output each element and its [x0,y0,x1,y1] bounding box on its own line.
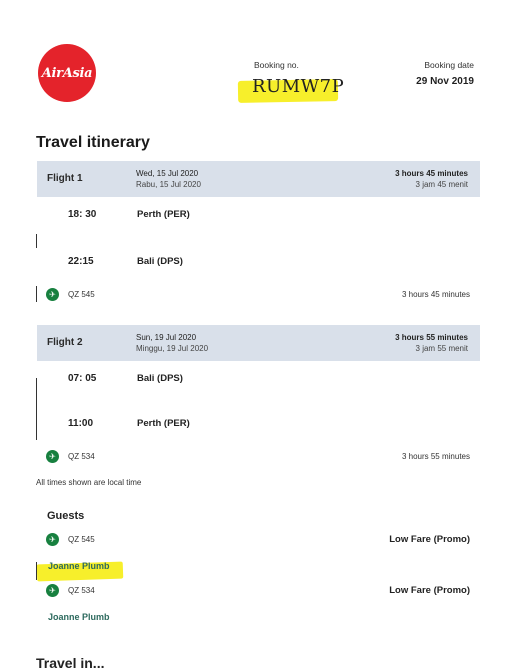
flight-number: QZ 534 [68,586,95,595]
timeline-line [36,286,37,302]
booking-no-label: Booking no. [254,60,299,70]
flight-date-local: Rabu, 15 Jul 2020 [136,180,201,189]
guest-name: Joanne Plumb [48,561,110,571]
arrive-time: 11:00 [68,418,94,429]
depart-place: Bali (DPS) [137,373,183,384]
next-section-title: Travel in... [36,655,105,671]
flight-duration-local: 3 jam 55 menit [415,344,468,353]
flight-number: QZ 534 [68,452,95,461]
arrive-place: Bali (DPS) [137,256,183,267]
booking-no-value: RUMW7P [252,76,345,97]
flight-date-local: Minggu, 19 Jul 2020 [136,344,209,353]
flight-name: Flight 1 [47,173,83,184]
local-time-note: All times shown are local time [36,478,142,487]
flight-duration: 3 hours 55 minutes [395,333,468,342]
arrive-time: 22:15 [68,256,94,267]
booking-date [416,60,474,87]
plane-icon: ✈ [46,450,59,463]
plane-icon: ✈ [46,288,59,301]
fare-type: Low Fare (Promo) [389,534,470,545]
flight-number: QZ 545 [68,290,95,299]
plane-icon: ✈ [46,584,59,597]
page-title: Travel itinerary [36,134,150,151]
flight-number: QZ 545 [68,535,95,544]
airasia-logo: AirAsia [38,44,96,102]
flight-2-header [37,325,480,361]
booking-number [238,60,348,98]
flight-duration-local: 3 jam 45 menit [415,180,468,189]
guests-title: Guests [47,510,85,522]
timeline-line [36,378,37,440]
flight-duration: 3 hours 45 minutes [395,169,468,178]
booking-date-label: Booking date [424,60,474,70]
booking-date-value: 29 Nov 2019 [416,76,474,87]
flight-1-header [37,161,480,197]
flight-summary-duration: 3 hours 45 minutes [401,290,470,299]
flight-date: Sun, 19 Jul 2020 [136,333,197,342]
timeline-line [36,562,37,580]
guest-flight-row [46,584,470,598]
flight-name: Flight 2 [47,337,83,348]
timeline-line [36,234,37,248]
plane-icon: ✈ [46,533,59,546]
arrive-place: Perth (PER) [137,418,190,429]
depart-time: 07: 05 [68,373,97,384]
flight-summary-duration: 3 hours 55 minutes [401,452,470,461]
depart-place: Perth (PER) [137,209,190,220]
flight-2-summary [46,450,470,464]
depart-time: 18: 30 [68,209,97,220]
flight-date: Wed, 15 Jul 2020 [136,169,199,178]
guest-flight-row [46,533,470,547]
guest-name: Joanne Plumb [48,612,110,622]
fare-type: Low Fare (Promo) [389,585,470,596]
flight-1-summary [46,288,470,302]
